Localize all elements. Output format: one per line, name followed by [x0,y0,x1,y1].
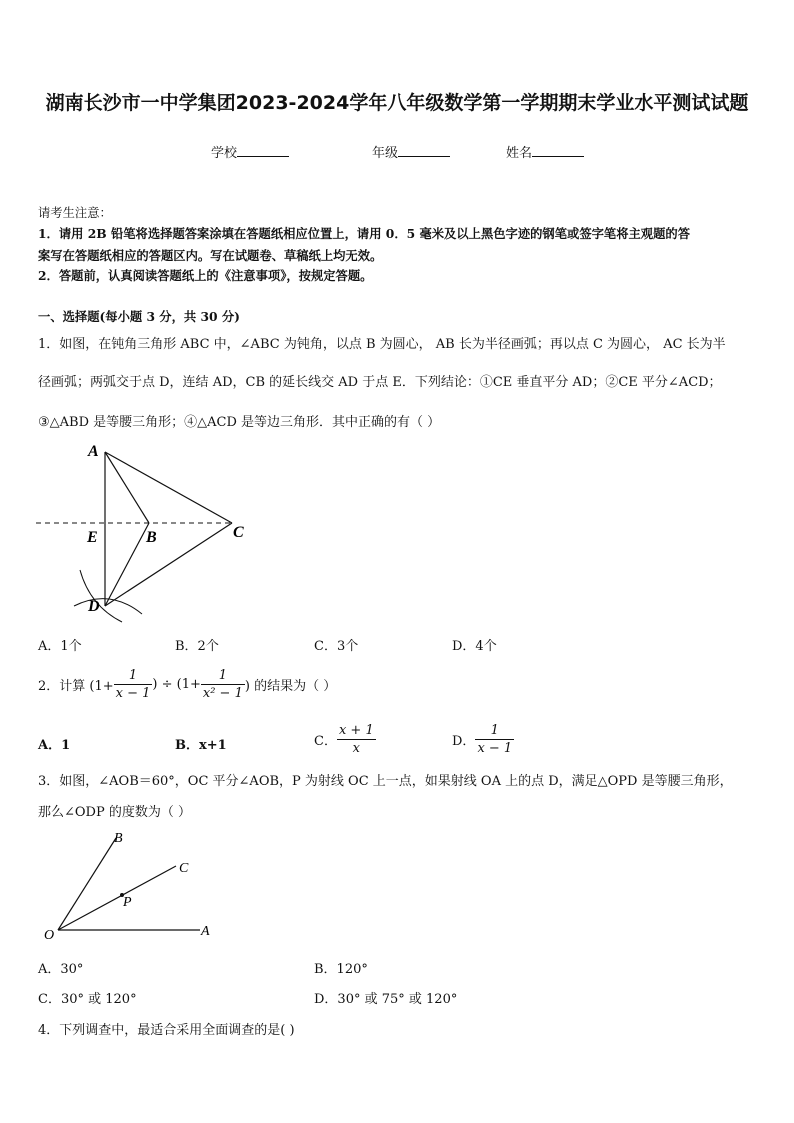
q2-frac1-denominator: x − 1 [115,686,151,701]
school-field [211,142,289,161]
q2-suffix: ) 的结果为（ ） [244,679,337,694]
q1-segment-dc [105,523,232,606]
notice-line-1: 1．请用 2B 铅笔将选择题答案涂填在答题纸相应位置上，请用 0．5 毫米及以上黑色字迹的钢笔或签字笔将主观题的答 [38,226,690,241]
school-blank [237,144,289,157]
q2-option-d-label: D． [452,734,476,749]
grade-blank [398,144,450,157]
q1-label-e: E [87,529,98,546]
q2-option-d-fraction [475,722,514,757]
q1-arc-1 [80,570,122,622]
q3-line-2: 那么∠ODP 的度数为（ ） [38,805,191,820]
grade-field [372,142,450,161]
name-label: 姓名 [506,146,533,161]
notice-line-2: 案写在答题纸相应的答题区内。写在试题卷、草稿纸上均无效。 [38,248,383,263]
q1-option-a[interactable]: A．1个 [38,639,82,654]
q2-option-b[interactable]: B．x+1 [175,738,227,753]
q2-fraction-2 [201,667,245,702]
name-blank [532,144,584,157]
notice-line-3: 2．答题前，认真阅读答题纸上的《注意事项》，按规定答题。 [38,268,373,283]
q1-label-b: B [146,529,157,546]
q3-label-o: O [44,928,55,942]
q1-segment-ac [105,452,232,523]
q2-stem [38,667,336,702]
q3-figure [36,826,226,942]
q3-option-b[interactable]: B．120° [314,962,368,977]
q2-middle: ) ÷ (1+ [152,677,201,692]
q2-fraction-1 [114,667,153,702]
q3-line-1: 3．如图，∠AOB＝60°，OC 平分∠AOB，P 为射线 OC 上一点，如果射线 OA 上的点 D，满足△OPD 是等腰三角形， [38,774,733,789]
q1-option-c[interactable]: C．3个 [314,639,359,654]
grade-label: 年级 [372,146,399,161]
q2-option-a[interactable]: A．1 [38,738,71,753]
q1-segment-ab [105,452,149,523]
q2-prefix: 2．计算 (1+ [38,679,114,694]
q3-ray-ob [58,838,116,930]
q2-frac1-numerator: 1 [114,667,153,685]
q3-label-a: A [201,924,210,939]
q1-figure [30,438,260,628]
q3-ray-oc [58,866,176,930]
q2-option-d[interactable] [452,722,514,757]
q1-segment-db [105,523,149,606]
q1-line-3: ③△ABD 是等腰三角形；④△ACD 是等边三角形．其中正确的有（ ） [38,415,441,430]
q2-optc-denominator: x [352,741,360,756]
q3-label-b: B [114,831,123,846]
name-field [506,142,584,161]
q2-option-c-label: C． [314,734,337,749]
q2-optc-numerator: x + 1 [338,723,374,738]
section-heading: 一、选择题(每小题 3 分，共 30 分) [38,309,240,324]
q1-option-b[interactable]: B．2个 [175,639,219,654]
q3-label-c: C [179,861,189,876]
q4-line-1: 4．下列调查中，最适合采用全面调查的是( ) [38,1023,295,1038]
q1-line-2: 径画弧；两弧交于点 D，连结 AD，CB 的延长线交 AD 于点 E．下列结论：①CE 垂直平分 AD；②CE 平分∠ACD； [38,375,722,390]
q2-optd-denominator: x − 1 [477,741,513,756]
q2-frac2-denominator: x² − 1 [202,686,243,701]
q1-line-1: 1．如图，在钝角三角形 ABC 中，∠ABC 为钝角，以点 B 为圆心， AB 长为半径画弧；再以点 C 为圆心， AC 长为半 [38,337,726,352]
q3-label-p: P [123,895,132,910]
notice-heading: 请考生注意： [38,206,112,220]
q3-option-a[interactable]: A．30° [38,962,84,977]
page-title: 湖南长沙市一中学集团2023-2024学年八年级数学第一学期期末学业水平测试试题 [45,92,749,114]
q2-option-c-fraction [337,722,376,757]
q2-option-c[interactable] [314,722,376,757]
q3-option-c[interactable]: C．30° 或 120° [38,992,137,1007]
q1-label-a: A [88,443,99,460]
q1-option-d[interactable]: D．4个 [452,639,497,654]
q1-label-c: C [233,524,244,541]
q1-label-d: D [88,598,100,615]
q2-frac2-numerator: 1 [201,667,245,685]
school-label: 学校 [211,146,238,161]
q3-option-d[interactable]: D．30° 或 75° 或 120° [314,992,458,1007]
q2-optd-numerator: 1 [475,722,514,740]
